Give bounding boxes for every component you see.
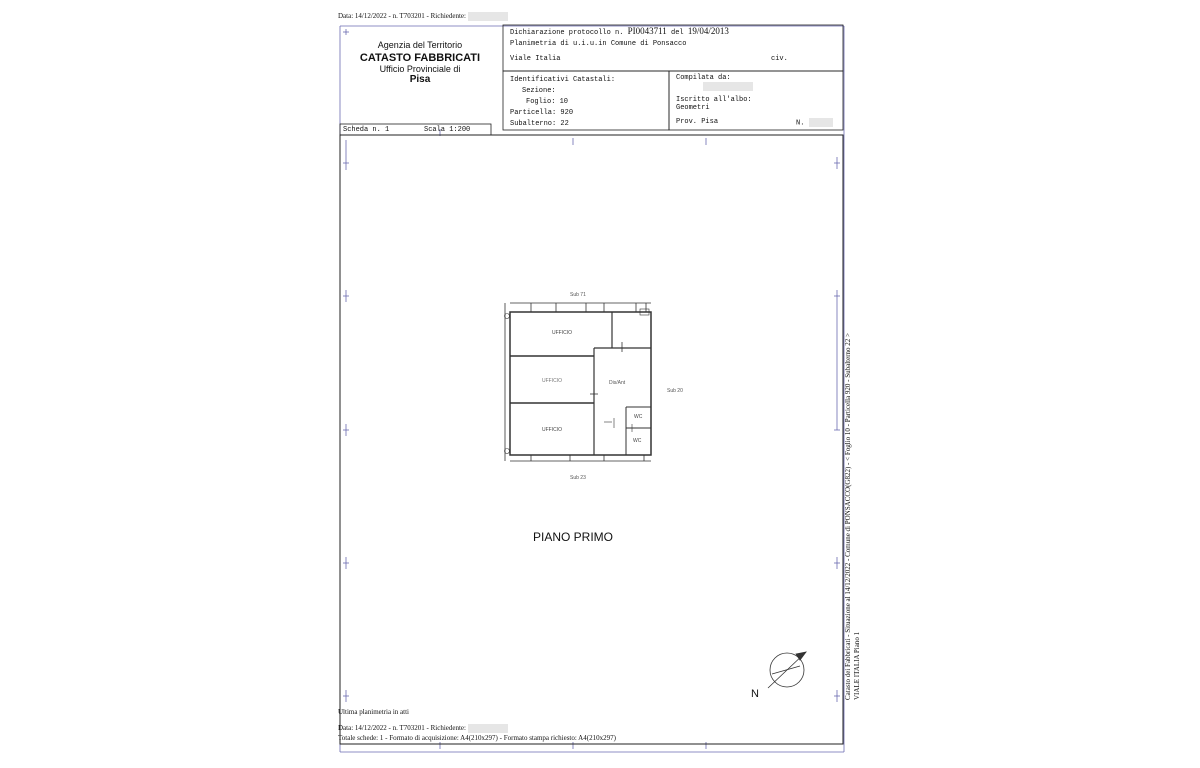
side-caption-line-2: VIALE ITALIA Piano 1 xyxy=(853,631,861,700)
formats-line: Totale schede: 1 - Formato di acquisizione: A4(210x297) - Formato stampa richiesto: A4(210x297) xyxy=(338,734,616,742)
room-label-3: UFFICIO xyxy=(542,427,562,433)
foglio-row: Foglio: 10 xyxy=(526,98,569,106)
street: Viale Italia xyxy=(510,55,561,63)
plan-text: Planimetria di u.i.u.in Comune di Ponsacco xyxy=(510,40,687,48)
room-label-2: UFFICIO xyxy=(542,378,562,384)
agency-line-2: CATASTO FABBRICATI xyxy=(359,52,481,64)
room-label-4: Dis/Ant xyxy=(609,380,626,386)
compiled-label: Compilata da: xyxy=(676,74,731,82)
sub-right-label: Sub 20 xyxy=(667,388,683,394)
last-plan-note: Ultima planimetria in atti xyxy=(338,708,409,716)
n-row: N. xyxy=(796,118,833,127)
subalterno-row: Subalterno: 22 xyxy=(510,120,569,128)
agency-line-3: Ufficio Provinciale di xyxy=(379,64,461,74)
wc-label-2: WC xyxy=(633,438,642,444)
identifiers-title: Identificativi Catastali: xyxy=(510,76,616,84)
protocol-date: 19/04/2013 xyxy=(687,26,729,36)
floor-title: PIANO PRIMO xyxy=(533,530,614,544)
civ-label: civ. xyxy=(771,55,788,63)
sub-top-label: Sub 71 xyxy=(570,292,586,298)
redacted-field-bottom xyxy=(468,724,508,733)
agency-line-1: Agenzia del Territorio xyxy=(377,40,463,50)
side-caption xyxy=(844,320,866,700)
declaration-line: Dichiarazione protocollo n. PI0043711 del 19/04/2013 xyxy=(510,26,729,37)
room-label-1: UFFICIO xyxy=(552,330,572,336)
protocol-number: PI0043711 xyxy=(627,26,667,36)
agency-line-4: Pisa xyxy=(409,74,431,85)
prov-row: Prov. Pisa xyxy=(676,118,719,126)
albo-block: Iscritto all'albo: Geometri xyxy=(676,96,752,112)
sub-bottom-label: Sub 23 xyxy=(570,475,586,481)
side-caption-line-1: Catasto dei Fabbricati - Situazione al 14/12/2022 - Comune di PONSACCO(G822) - < Foglio 10 - Particella 920 - Subalterno 22 > xyxy=(844,333,852,700)
sezione-row: Sezione: xyxy=(522,87,556,95)
north-label: N xyxy=(751,688,759,700)
top-meta-line: Data: 14/12/2022 - n. T703201 - Richiedente: xyxy=(338,12,508,21)
wc-label-1: WC xyxy=(634,414,643,420)
particella-row: Particella: 920 xyxy=(510,109,574,117)
bottom-meta-line: Data: 14/12/2022 - n. T703201 - Richiedente: xyxy=(338,724,508,733)
scale-label: Scala 1:200 xyxy=(424,126,471,134)
scheda-label: Scheda n. 1 xyxy=(343,126,390,134)
